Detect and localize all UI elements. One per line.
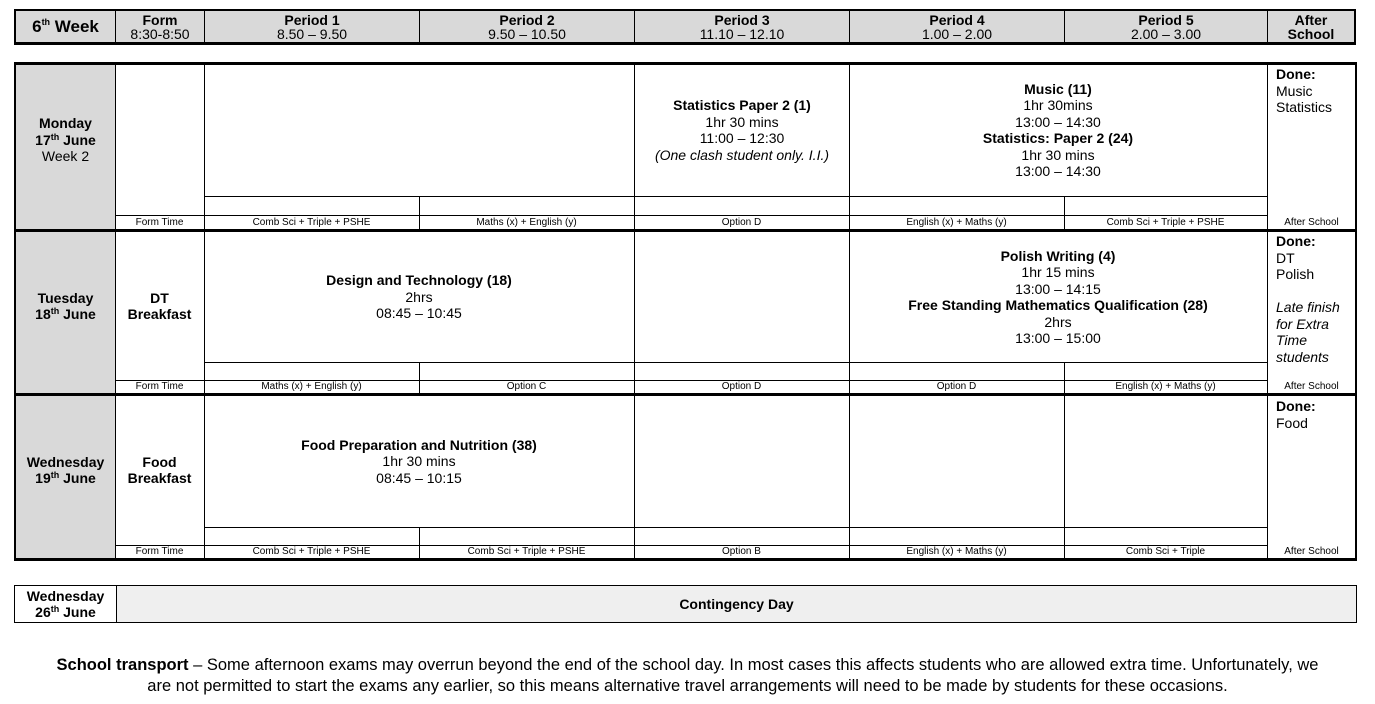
day-tuesday xyxy=(16,232,115,380)
done-item: DT xyxy=(1276,249,1295,266)
footer-label: Option D xyxy=(721,381,762,392)
date-num: 26 xyxy=(35,604,51,620)
contingency-day xyxy=(14,585,117,623)
footer-label: Option C xyxy=(506,381,547,392)
after-school-cell xyxy=(1267,64,1356,214)
exam-duration: 1hr 30 mins xyxy=(1021,146,1095,163)
exam-duration: 1hr 30 mins xyxy=(705,113,779,130)
period-2-time: 9.50 – 10.50 xyxy=(488,25,566,42)
day-name: Monday xyxy=(39,115,92,132)
after-line1: After xyxy=(1294,11,1328,28)
exam-title: Music (11) xyxy=(1024,80,1092,97)
exam-title: Free Standing Mathematics Qualification (28) xyxy=(908,297,1208,313)
footer-label: Comb Sci + Triple + PSHE xyxy=(252,216,371,228)
day-name: Wednesday xyxy=(26,587,105,604)
period-1-time: 8.50 – 9.50 xyxy=(276,25,348,42)
footer-label: English (x) + Maths (y) xyxy=(1115,381,1216,392)
done-item: Polish xyxy=(1276,266,1315,282)
after-note: Time xyxy=(1276,332,1307,348)
header-after-school xyxy=(1267,9,1356,45)
period-5-time: 2.00 – 3.00 xyxy=(1130,25,1202,42)
header-period-5 xyxy=(1064,9,1268,45)
week-number: 6 xyxy=(32,16,42,36)
exam-block xyxy=(849,64,1267,196)
date-sup: th xyxy=(50,604,60,614)
mon-subline xyxy=(204,196,1267,197)
after-school-cell xyxy=(1267,231,1356,379)
done-item: Food xyxy=(1276,414,1308,431)
week-note: Week 2 xyxy=(41,148,90,165)
after-note: students xyxy=(1276,348,1329,365)
header-period-2 xyxy=(419,9,635,45)
header-form xyxy=(115,9,205,45)
header-week xyxy=(14,9,116,45)
exam-time: 08:45 – 10:15 xyxy=(376,469,462,486)
wed-p4p5-split xyxy=(1064,396,1065,559)
form-line: Breakfast xyxy=(127,306,192,322)
date-month: June xyxy=(59,604,96,620)
footer-label: Comb Sci + Triple xyxy=(1125,546,1206,557)
period-3-title: Period 3 xyxy=(714,11,770,28)
transport-heading: School transport xyxy=(56,656,189,674)
footer-label: Comb Sci + Triple + PSHE xyxy=(252,546,371,557)
exam-duration: 1hr 30mins xyxy=(1023,97,1093,113)
exam-title: Polish Writing (4) xyxy=(1000,247,1116,264)
period-1-title: Period 1 xyxy=(284,11,340,28)
footer-label: Form Time xyxy=(135,216,184,228)
footer-label: Option B xyxy=(722,546,761,557)
exam-time: 13:00 – 14:30 xyxy=(1015,163,1101,179)
exam-block xyxy=(849,232,1267,362)
exam-title: Statistics Paper 2 (1) xyxy=(673,97,811,113)
day-name: Wednesday xyxy=(26,453,105,470)
done-item: Music xyxy=(1276,82,1313,99)
period-4-time: 1.00 – 2.00 xyxy=(921,25,993,42)
form-time: 8:30-8:50 xyxy=(130,25,190,42)
done-label: Done: xyxy=(1276,233,1316,249)
header-period-3 xyxy=(634,9,850,45)
header-period-4 xyxy=(849,9,1065,45)
footer-label: English (x) + Maths (y) xyxy=(906,216,1007,228)
spacer xyxy=(1276,283,1356,300)
exam-block xyxy=(204,232,634,362)
week-suffix: Week xyxy=(50,16,99,36)
wed-subline xyxy=(204,527,1267,528)
date-num: 18 xyxy=(35,306,51,322)
after-note: for Extra xyxy=(1276,315,1329,332)
footer-label: Comb Sci + Triple + PSHE xyxy=(1106,216,1225,228)
footer-label: Maths (x) + English (y) xyxy=(476,216,577,228)
footer-label: Maths (x) + English (y) xyxy=(261,381,362,392)
after-note: Late finish xyxy=(1276,299,1340,315)
footer-label: After School xyxy=(1284,381,1339,392)
footer-label: Option D xyxy=(721,216,762,228)
exam-title: Food Preparation and Nutrition (38) xyxy=(301,436,537,453)
done-label: Done: xyxy=(1276,398,1316,414)
exam-time: 13:00 – 14:15 xyxy=(1015,280,1101,297)
day-name: Tuesday xyxy=(37,289,94,306)
transport-note xyxy=(0,655,1375,697)
exam-note: (One clash student only. I.I.) xyxy=(654,146,830,163)
after-line2: School xyxy=(1287,25,1335,42)
footer-label: Form Time xyxy=(135,546,184,557)
exam-block xyxy=(204,396,634,527)
exam-title: Design and Technology (18) xyxy=(326,272,512,289)
date-sup: th xyxy=(50,131,60,142)
date-sup: th xyxy=(50,470,60,480)
exam-duration: 2hrs xyxy=(1044,313,1072,330)
transport-line: – Some afternoon exams may overrun beyond the end of the school day. In most cases this affects students who are allowed extra time. Unfortunately, we xyxy=(188,656,1319,674)
done-item: Statistics xyxy=(1276,99,1333,115)
exam-title: Statistics: Paper 2 (24) xyxy=(982,130,1134,146)
period-3-time: 11.10 – 12.10 xyxy=(699,25,785,42)
date-month: June xyxy=(59,131,96,148)
footer-label: English (x) + Maths (y) xyxy=(906,546,1007,557)
exam-duration: 1hr 30 mins xyxy=(382,453,456,470)
contingency-label xyxy=(116,585,1357,623)
exam-time: 11:00 – 12:30 xyxy=(699,130,785,146)
exam-time: 13:00 – 14:30 xyxy=(1015,113,1101,130)
date-num: 19 xyxy=(35,470,51,486)
date-sup: th xyxy=(50,306,60,316)
contingency-text: Contingency Day xyxy=(679,595,794,612)
period-5-title: Period 5 xyxy=(1138,11,1194,28)
week-sup: th xyxy=(41,16,51,27)
exam-duration: 1hr 15 mins xyxy=(1021,264,1095,280)
exam-time: 08:45 – 10:45 xyxy=(376,305,462,322)
form-cell xyxy=(115,396,204,544)
footer-label: Option D xyxy=(936,381,977,392)
exam-time: 13:00 – 15:00 xyxy=(1015,330,1101,346)
period-2-title: Period 2 xyxy=(499,11,555,28)
footer-label: After School xyxy=(1284,216,1339,228)
exam-block xyxy=(634,64,850,196)
tue-subline xyxy=(204,362,1267,363)
after-school-cell xyxy=(1267,396,1356,544)
date-month: June xyxy=(59,306,96,322)
form-line: Food xyxy=(142,453,177,470)
form-cell xyxy=(115,232,204,380)
period-4-title: Period 4 xyxy=(929,11,985,28)
date-num: 17 xyxy=(35,131,51,148)
day-wednesday xyxy=(16,396,115,544)
date-month: June xyxy=(59,470,96,486)
transport-line: are not permitted to start the exams any earlier, so this means alternative travel arrangements will need to be made by students for these occasions. xyxy=(147,677,1228,695)
done-label: Done: xyxy=(1276,66,1316,82)
form-line: Breakfast xyxy=(127,470,192,486)
form-title: Form xyxy=(142,11,178,28)
header-period-1 xyxy=(204,9,420,45)
exam-duration: 2hrs xyxy=(405,288,433,305)
footer-label: After School xyxy=(1284,546,1339,557)
footer-label: Form Time xyxy=(135,381,184,392)
day-monday xyxy=(16,65,115,215)
footer-label: Comb Sci + Triple + PSHE xyxy=(467,546,586,557)
form-line: DT xyxy=(150,289,169,306)
